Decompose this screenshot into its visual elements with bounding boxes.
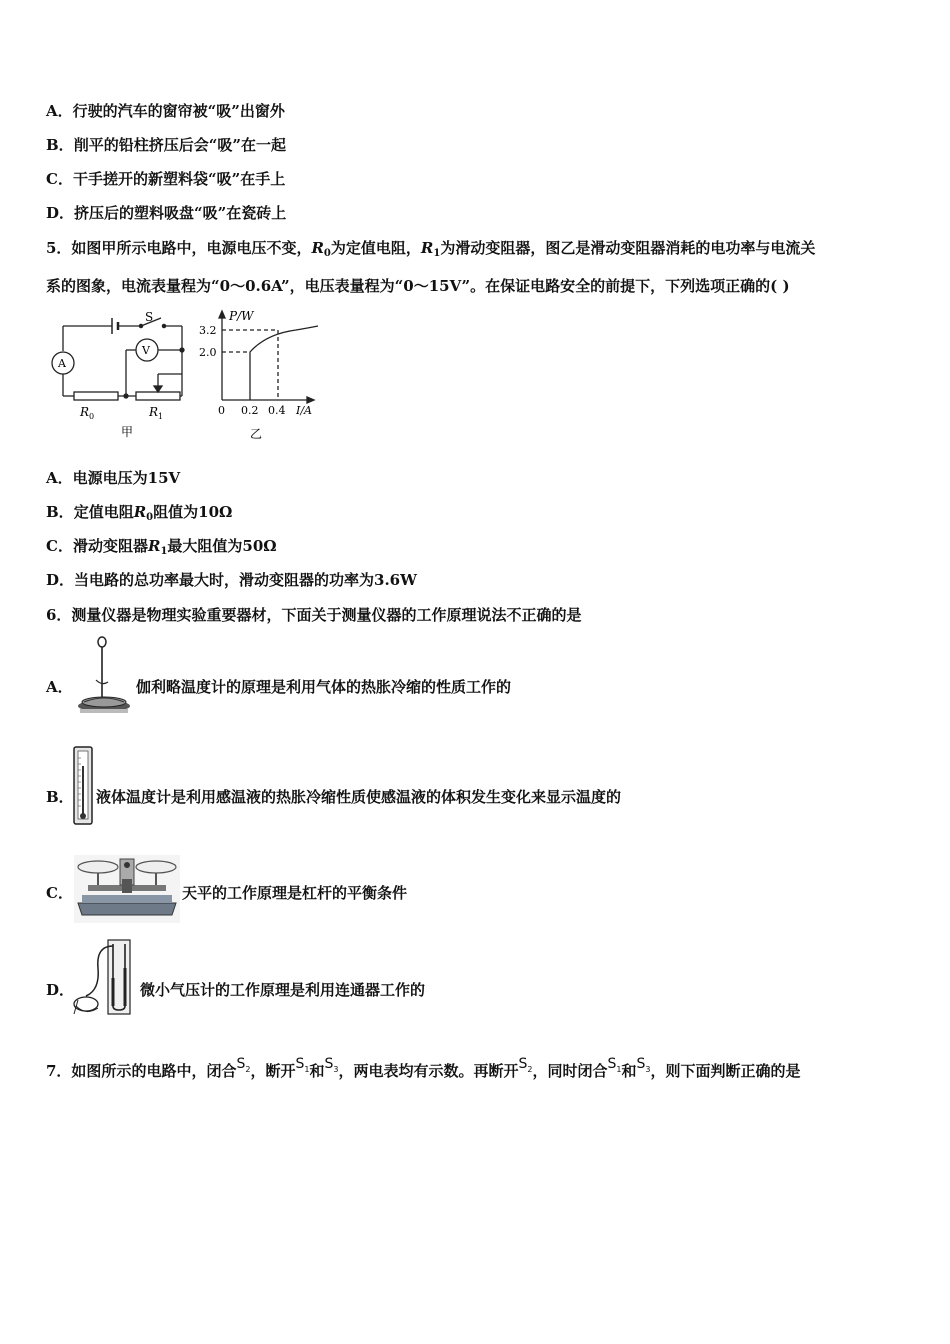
switch-s2: $S_2$ (518, 1056, 533, 1074)
option-text: 挤压后的塑料吸盘“吸”在瓷砖上 (74, 204, 287, 222)
stem-text: 系的图象，电流表量程为“0～0.6A”，电压表量程为“0～15V”。在保证电路安全的前提下，下列选项正确的( ) (46, 277, 790, 295)
stem-text: 为定值电阻， (330, 239, 421, 257)
option-text: 干手搓开的新塑料袋“吸”在手上 (72, 170, 286, 188)
stem-text: ，同时闭合 (532, 1062, 608, 1080)
q4-option-b (46, 135, 286, 155)
switch-s3: $S_3$ (636, 1056, 651, 1074)
q6-option-b-letter (46, 786, 74, 807)
var-r: R (420, 239, 434, 257)
option-text: 最大阻值为50Ω (167, 537, 277, 555)
option-letter: B． (46, 788, 74, 806)
stem-text: ，断开 (250, 1062, 296, 1080)
stem-text: 和 (621, 1062, 637, 1080)
option-letter: D． (46, 204, 75, 222)
graph-x-tick-0: 0 (218, 404, 225, 417)
graph-y-tick-3-2: 3.2 (199, 324, 217, 337)
q4-option-a (46, 101, 285, 121)
var-sub: 1 (160, 546, 168, 557)
circuit-caption: 甲 (121, 425, 134, 439)
option-text: 行驶的汽车的窗帘被“吸”出窗外 (72, 102, 285, 120)
switch-s2: $S_2$ (236, 1056, 251, 1074)
stem-text: ，则下面判断正确的是 (650, 1062, 801, 1080)
galileo-thermometer-icon (74, 636, 134, 716)
q5-stem-line1 (46, 238, 815, 264)
var-r: R (147, 537, 161, 555)
option-text: 液体温度计是利用感温液的热胀冷缩性质使感温液的体积发生变化来显示温度的 (96, 788, 622, 806)
q6-option-a-text (136, 676, 511, 697)
var-sub: 1 (433, 248, 441, 259)
stem-text: 7．如图所示的电路中，闭合 (46, 1062, 237, 1080)
switch-s1: $S_1$ (295, 1056, 310, 1074)
q5-option-a (46, 468, 180, 488)
q6-option-a-letter (46, 676, 73, 697)
graph-xlabel: I/A (296, 404, 312, 417)
stem-text: 5．如图甲所示电路中，电源电压不变， (46, 239, 312, 257)
option-letter: D． (46, 571, 75, 589)
q5-option-c (46, 536, 277, 562)
r1-sub-label: 1 (158, 412, 164, 421)
graph-y-tick-2-0: 2.0 (199, 346, 217, 359)
switch-label: S (145, 310, 154, 324)
circuit-diagram (52, 318, 184, 400)
stem-text: 为滑动变阻器，图乙是滑动变阻器消耗的电功率与电流关 (440, 239, 816, 257)
var-r: R (311, 239, 324, 257)
u-tube-manometer-icon (72, 938, 138, 1018)
q4-option-c (46, 169, 285, 189)
q5-figure (46, 308, 336, 443)
option-letter: B． (46, 136, 74, 154)
stem-text: 和 (309, 1062, 325, 1080)
option-text: 滑动变阻器 (72, 537, 148, 555)
option-letter: C． (46, 170, 73, 188)
r0-sub-label: 0 (89, 412, 95, 421)
option-text: 电源电压为15V (72, 469, 181, 487)
q6-option-d-text (140, 979, 425, 1000)
switch-s3: $S_3$ (324, 1056, 339, 1074)
option-text: 阻值为10Ω (153, 503, 233, 521)
option-letter: A． (46, 678, 73, 696)
option-letter: C． (46, 537, 73, 555)
graph-ylabel: P/W (229, 309, 254, 323)
stem-text: 6．测量仪器是物理实验重要器材，下面关于测量仪器的工作原理说法不正确的是 (46, 606, 582, 624)
option-letter: D． (46, 981, 75, 999)
option-text: 当电路的总功率最大时，滑动变阻器的功率为3.6W (74, 571, 417, 589)
q5-stem-line2 (46, 276, 790, 296)
r1-label: R (149, 405, 159, 419)
graph-x-tick-0-2: 0.2 (241, 404, 259, 417)
q6-option-d-letter (46, 979, 74, 1000)
q7-stem (46, 1056, 801, 1088)
stem-text: ，两电表均有示数。再断开 (338, 1062, 519, 1080)
power-current-graph (219, 311, 318, 403)
q6-option-b-text (96, 786, 621, 807)
option-text: 定值电阻 (73, 503, 134, 521)
q5-option-d (46, 570, 417, 590)
option-text: 天平的工作原理是杠杆的平衡条件 (182, 884, 408, 902)
option-text: 削平的铅柱挤压后会“吸”在一起 (73, 136, 286, 154)
ammeter-label: A (58, 357, 66, 370)
q6-option-c-text (182, 882, 407, 903)
var-sub: 0 (323, 248, 331, 259)
graph-x-tick-0-4: 0.4 (268, 404, 286, 417)
r0-label: R (80, 405, 90, 419)
liquid-thermometer-icon (72, 746, 94, 826)
balance-scale-icon (74, 855, 180, 923)
q5-option-b (46, 502, 232, 528)
option-text: 伽利略温度计的原理是利用气体的热胀冷缩的性质工作的 (136, 678, 512, 696)
circuit-and-graph (46, 308, 336, 443)
option-letter: A． (46, 102, 73, 120)
option-letter: B． (46, 503, 74, 521)
switch-s1: $S_1$ (607, 1056, 622, 1074)
q4-option-d (46, 203, 286, 223)
graph-caption: 乙 (250, 427, 263, 441)
voltmeter-label: V (142, 344, 150, 357)
var-sub: 0 (146, 512, 154, 523)
option-letter: A． (46, 469, 73, 487)
option-letter: C． (46, 884, 73, 902)
option-text: 微小气压计的工作原理是利用连通器工作的 (140, 981, 426, 999)
var-r: R (133, 503, 147, 521)
q6-option-c-letter (46, 882, 73, 903)
q6-stem (46, 605, 581, 625)
